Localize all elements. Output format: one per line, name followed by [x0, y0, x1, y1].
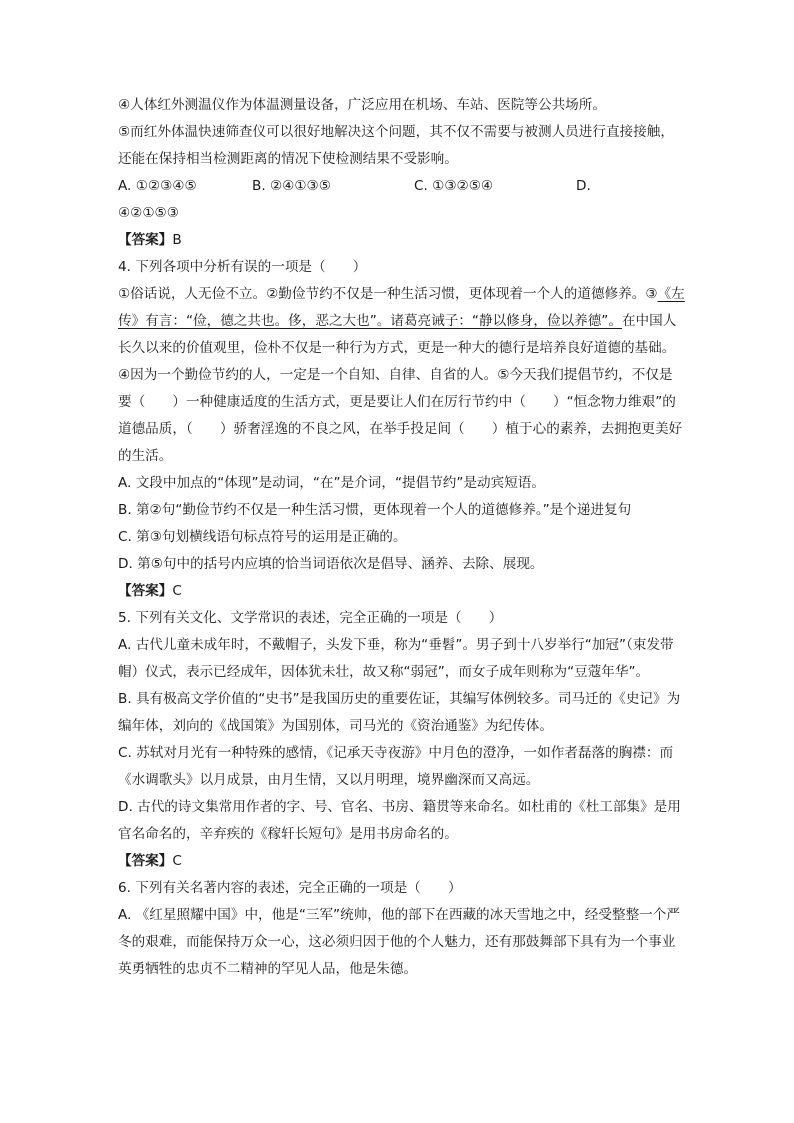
q6-stem: 6. 下列有关名著内容的表述，完全正确的一项是（ ） — [118, 880, 462, 896]
q5-option-a: A. 古代儿童未成年时，不戴帽子，头发下垂，称为“垂髫”。男子到十八岁举行“加冠”（束发带帽）仪式，表示已经成年，因体犹未壮，故又称“弱冠”，而女子成年则称为“豆蔻年华”。 — [118, 637, 674, 680]
q3-option-a: A. ①②③④⑤ — [118, 178, 197, 194]
q3-option-c: C. ①③②⑤④ — [414, 178, 494, 194]
q4-passage-underlined: 《左传》有言：“俭，德之共也。侈，恶之大也”。诸葛亮诫子：“静以修身，俭以养德”。 — [118, 286, 685, 329]
q5-answer — [118, 848, 686, 875]
q4-option-b: B. 第②句“勤俭节约不仅是一种生活习惯，更体现着一个人的道德修养。”是个递进复句 — [118, 502, 632, 518]
q5-answer-tag: 【答案】 — [118, 853, 173, 869]
q3-options — [118, 173, 686, 200]
q3-option-d-value: ④②①⑤③ — [118, 205, 179, 221]
q3-answer-tag: 【答案】 — [118, 232, 173, 248]
q5-answer-value: C — [172, 853, 182, 869]
q6-option-a: A. 《红星照耀中国》中，他是“三军”统帅，他的部下在西藏的冰天雪地之中，经受整整一个严冬的艰难，而能保持万众一心，这必须归因于他的个人魅力，还有那鼓舞部下具有为一个事业英勇牺牲的忠贞不二精神的罕见人品，他是朱德。 — [118, 907, 680, 977]
q4-passage — [118, 281, 686, 470]
q5-stem: 5. 下列有关文化、文学常识的表述，完全正确的一项是（ ） — [118, 610, 503, 626]
q3-item-4: ④人体红外测温仪作为体温测量设备，广泛应用在机场、车站、医院等公共场所。 — [118, 97, 606, 113]
q4-option-c: C. 第③句划横线语句标点符号的运用是正确的。 — [118, 529, 407, 545]
q4-stem: 4. 下列各项中分析有误的一项是（ ） — [118, 259, 367, 275]
q4-answer-tag: 【答案】 — [118, 583, 173, 599]
q5-option-d: D. 古代的诗文集常用作者的字、号、官名、书房、籍贯等来命名。如杜甫的《杜工部集》是用官名命名的，辛弃疾的《稼轩长短句》是用书房命名的。 — [118, 799, 681, 842]
q4-passage-end: 在中国人长久以来的价值观里，俭朴不仅是一种行为方式，更是一种大的德行是培养良好道德的基础。④因为一个勤俭节约的人，一定是一个自知、自律、自省的人。⑤今天我们提倡节约，不仅是要（ ）一种健康适度的生活方式，更是要让人们在厉行节约中（ ）“恒念物力维艰”的道德品质，（ ）骄奢淫逸的不良之风，在举手投足间（ ）植于心的素养，去拥抱更美好的生活。 — [118, 313, 683, 464]
q4-option-a: A. 文段中加点的“体现”是动词，“在”是介词，“提倡节约”是动宾短语。 — [118, 475, 545, 491]
q3-item-5: ⑤而红外体温快速筛查仪可以很好地解决这个问题，其不仅不需要与被测人员进行直接接触，还能在保持相当检测距离的情况下使检测结果不受影响。 — [118, 124, 674, 167]
q3-answer — [118, 227, 686, 254]
q4-answer-value: C — [172, 583, 182, 599]
q4-passage-start: ①俗话说，人无俭不立。②勤俭节约不仅是一种生活习惯，更体现着一个人的道德修养。③ — [118, 286, 658, 302]
q4-option-d: D. 第⑤句中的括号内应填的恰当词语依次是倡导、涵养、去除、展现。 — [118, 556, 544, 572]
q3-option-b: B. ②④①③⑤ — [252, 178, 331, 194]
q5-option-b: B. 具有极高文学价值的“史书”是我国历史的重要佐证，其编写体例较多。司马迁的《史记》为编年体，刘向的《战国策》为国别体，司马光的《资治通鉴》为纪传体。 — [118, 691, 681, 734]
q4-answer — [118, 578, 686, 605]
q3-option-d-label: D. — [576, 178, 591, 194]
q5-option-c: C. 苏轼对月光有一种特殊的感情，《记承天寺夜游》中月色的澄净，一如作者磊落的胸襟：而《水调歌头》以月成景，由月生情，又以月明理，境界幽深而又高远。 — [118, 745, 674, 788]
document-content — [118, 92, 686, 983]
q3-answer-value: B — [172, 232, 182, 248]
